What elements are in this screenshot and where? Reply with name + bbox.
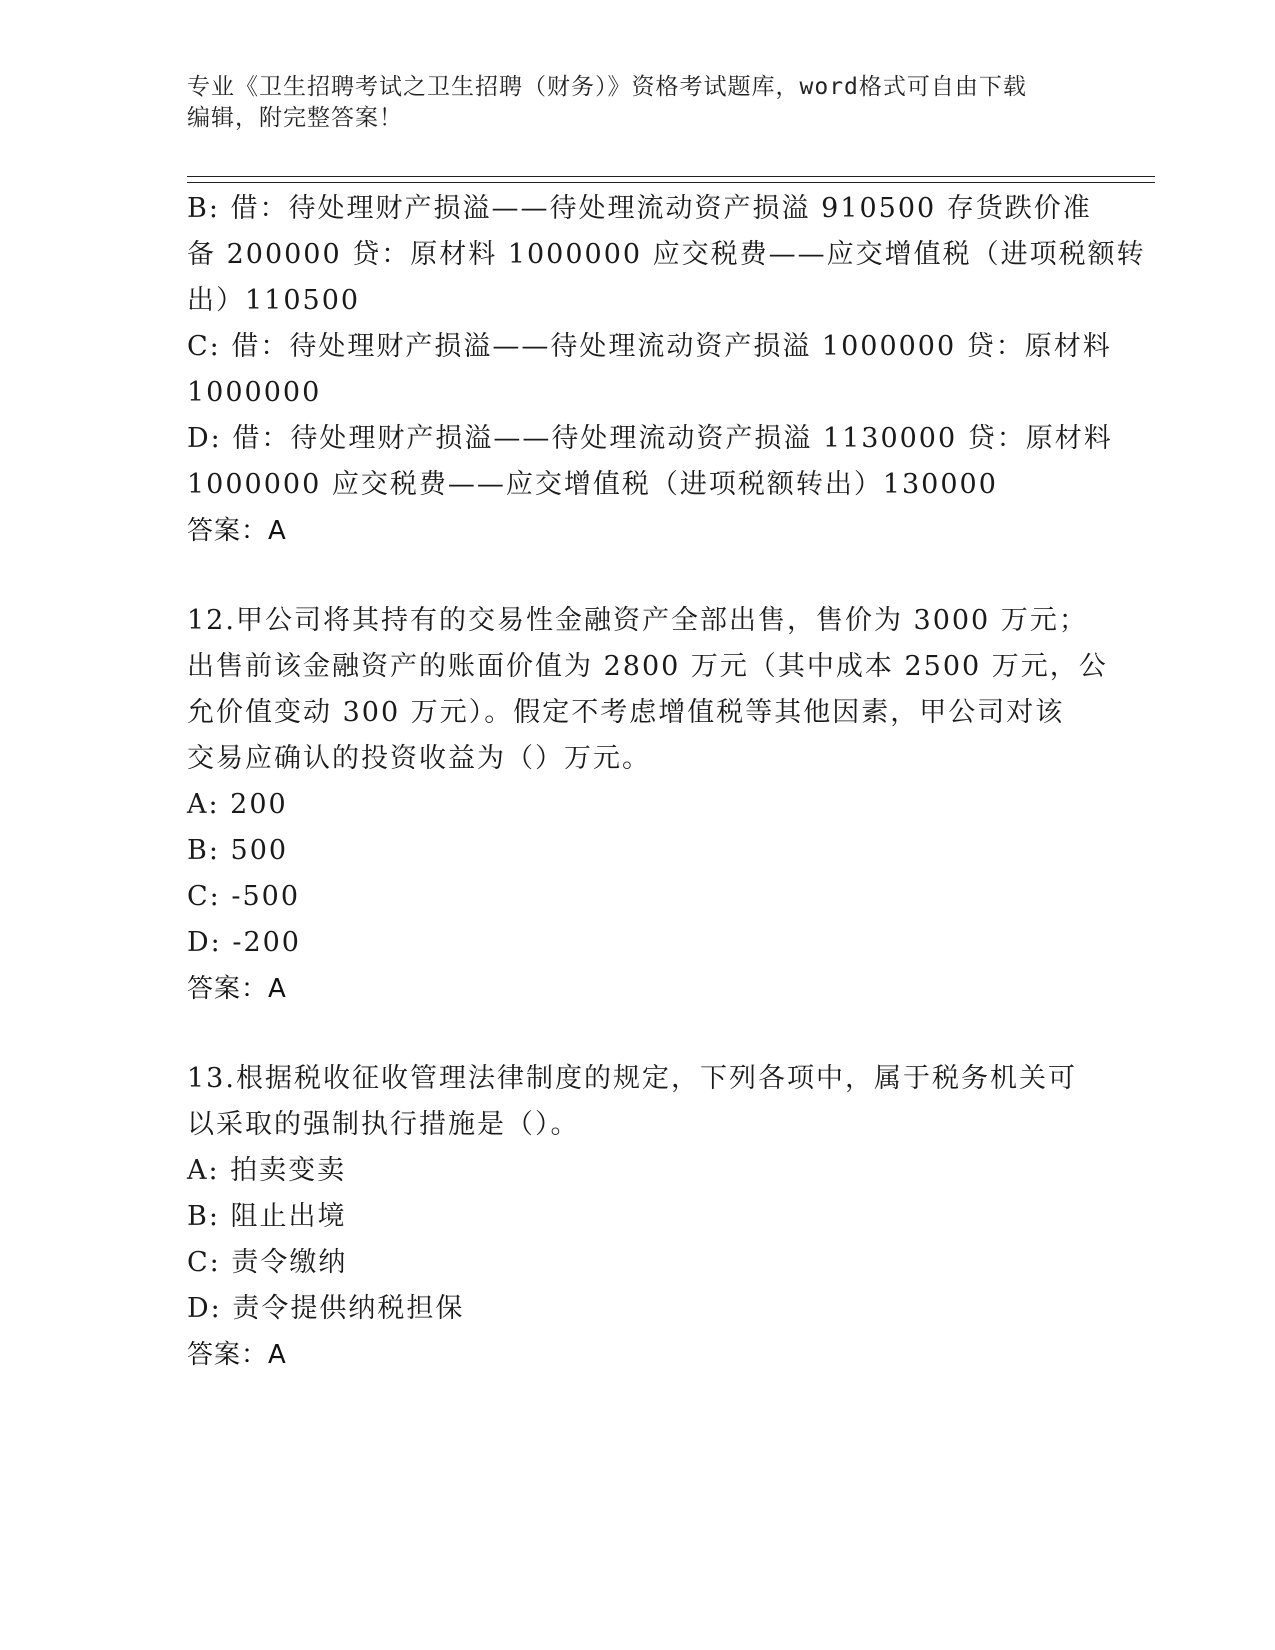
q13-option-a: A: 拍卖变卖	[187, 1155, 347, 1186]
q12-option-b: B: 500	[187, 835, 289, 866]
header-line-2: 编辑，附完整答案！	[187, 105, 403, 131]
q11-answer: 答案：A	[187, 516, 287, 546]
question-13	[187, 1056, 1077, 1378]
q11-option-d-line-1: D: 借：待处理财产损溢——待处理流动资产损溢 1130000 贷：原材料	[187, 423, 1113, 454]
q11-option-d-line-2: 1000000 应交税费——应交增值税（进项税额转出）130000	[187, 469, 998, 500]
q12-answer: 答案：A	[187, 974, 287, 1004]
q12-option-a: A: 200	[187, 789, 288, 820]
q11-option-b-line-2: 备 200000 贷：原材料 1000000 应交税费——应交增值税（进项税额转	[187, 239, 1146, 270]
q12-option-c: C: -500	[187, 881, 300, 912]
question-12	[187, 598, 1108, 1012]
page-header	[187, 72, 1087, 134]
q12-stem-line-4: 交易应确认的投资收益为（）万元。	[187, 743, 651, 774]
q12-stem-line-2: 出售前该金融资产的账面价值为 2800 万元（其中成本 2500 万元，公	[187, 651, 1108, 682]
q13-answer: 答案：A	[187, 1340, 287, 1370]
q12-stem-line-3: 允价值变动 300 万元）。假定不考虑增值税等其他因素，甲公司对该	[187, 697, 1065, 728]
q13-option-d: D: 责令提供纳税担保	[187, 1293, 465, 1324]
q12-stem-line-1: 12.甲公司将其持有的交易性金融资产全部出售，售价为 3000 万元；	[187, 605, 1088, 636]
q12-option-d: D: -200	[187, 927, 301, 958]
q11-option-b-line-1: B: 借：待处理财产损溢——待处理流动资产损溢 910500 存货跌价准	[187, 193, 1092, 224]
q13-option-b: B: 阻止出境	[187, 1201, 347, 1232]
header-divider-bottom	[187, 182, 1155, 183]
header-divider-top	[187, 176, 1155, 177]
q11-option-b-line-3: 出）110500	[187, 285, 361, 316]
q13-option-c: C: 责令缴纳	[187, 1247, 348, 1278]
header-line-1: 专业《卫生招聘考试之卫生招聘（财务）》资格考试题库，word格式可自由下载	[187, 74, 1027, 100]
question-11-options	[187, 186, 1146, 554]
q13-stem-line-2: 以采取的强制执行措施是（）。	[187, 1109, 580, 1140]
q11-option-c-line-1: C: 借：待处理财产损溢——待处理流动资产损溢 1000000 贷：原材料	[187, 331, 1112, 362]
q13-stem-line-1: 13.根据税收征收管理法律制度的规定，下列各项中，属于税务机关可	[187, 1063, 1077, 1094]
q11-option-c-line-2: 1000000	[187, 377, 322, 408]
